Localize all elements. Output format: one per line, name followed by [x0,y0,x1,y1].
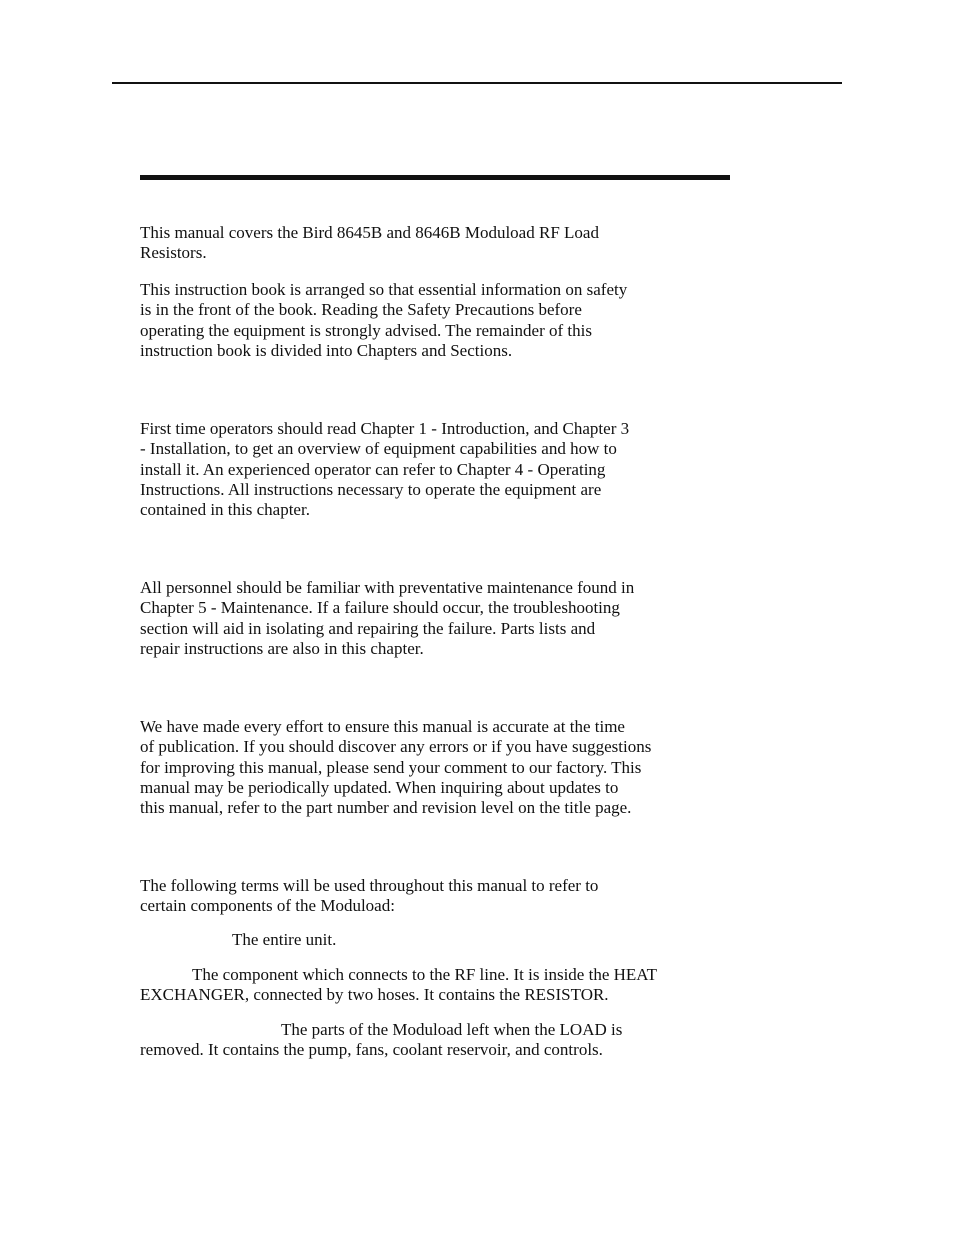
term-heat-exchanger-definition [140,1020,740,1061]
text-line: Resistors. [140,243,207,263]
text-line: This instruction book is arranged so that essential information on safety [140,280,628,299]
paragraph-arrangement [140,280,740,361]
text-line: Instructions. All instructions necessary to operate the equipment are [140,479,602,499]
text-line: The component which connects to the RF line. It is inside the HEAT [192,965,658,984]
term-moduload-definition [140,930,740,950]
text-line: The entire unit. [232,930,337,949]
text-line: removed. It contains the pump, fans, coolant reservoir, and controls. [140,1040,603,1060]
text-line: All personnel should be familiar with preventative maintenance found in [140,578,635,597]
text-line: install it. An experienced operator can refer to Chapter 4 - Operating [140,459,606,479]
text-line: section will aid in isolating and repairing the failure. Parts lists and [140,618,596,638]
text-line: We have made every effort to ensure this manual is accurate at the time [140,717,625,736]
text-line: this manual, refer to the part number and revision level on the title page. [140,798,632,818]
text-line: manual may be periodically updated. When inquiring about updates to [140,777,619,797]
text-line: instruction book is divided into Chapters and Sections. [140,340,513,360]
text-line: certain components of the Moduload: [140,896,395,916]
text-line: This manual covers the Bird 8645B and 8646B Moduload RF Load [140,223,599,242]
text-line: EXCHANGER, connected by two hoses. It contains the RESISTOR. [140,985,609,1005]
text-line: First time operators should read Chapter 1 - Introduction, and Chapter 3 [140,419,630,438]
text-line: operating the equipment is strongly advised. The remainder of this [140,320,592,340]
paragraph-terms-intro [140,876,740,917]
paragraph-maintenance [140,578,740,659]
text-line: is in the front of the book. Reading the Safety Precautions before [140,300,582,320]
text-line: of publication. If you should discover any errors or if you have suggestions [140,737,652,757]
text-line: contained in this chapter. [140,500,310,520]
text-line: Chapter 5 - Maintenance. If a failure should occur, the troubleshooting [140,598,620,618]
text-line: The following terms will be used throughout this manual to refer to [140,876,599,895]
text-line: - Installation, to get an overview of equipment capabilities and how to [140,439,617,459]
section-heading-rule [140,175,730,180]
paragraph-changes [140,717,740,818]
paragraph-scope [140,223,740,264]
text-line: The parts of the Moduload left when the LOAD is [281,1020,623,1039]
header-rule [112,82,842,84]
term-load-definition [140,965,740,1006]
text-line: repair instructions are also in this chapter. [140,638,424,658]
text-line: for improving this manual, please send your comment to our factory. This [140,757,642,777]
paragraph-first-time-operators [140,419,740,520]
